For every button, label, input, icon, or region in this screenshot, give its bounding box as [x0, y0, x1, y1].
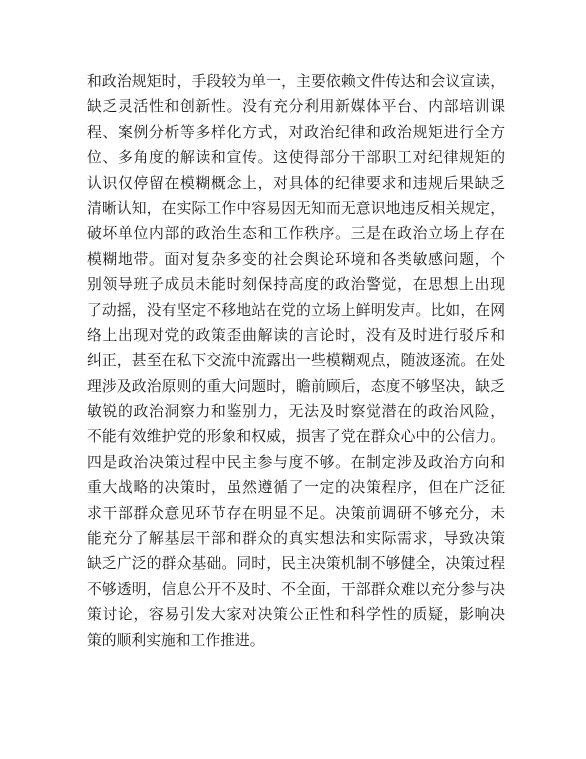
text-line: 程、案例分析等多样化方式，对政治纪律和政治规矩进行全方 — [87, 123, 505, 141]
text-line: 能充分了解基层干部和群众的真实想法和实际需求，导致决策 — [87, 530, 505, 548]
text-line: 位、多角度的解读和宣传。这使得部分干部职工对纪律规矩的 — [87, 149, 505, 167]
text-line: 策讨论，容易引发大家对决策公正性和科学性的质疑，影响决 — [87, 606, 505, 624]
body-paragraph — [87, 69, 505, 653]
text-line: 破坏单位内部的政治生态和工作秩序。三是在政治立场上存在 — [87, 225, 505, 243]
text-line: 四是政治决策过程中民主参与度不够。在制定涉及政治方向和 — [87, 453, 505, 471]
text-line: 理涉及政治原则的重大问题时，瞻前顾后，态度不够坚决，缺乏 — [87, 377, 505, 395]
text-line: 纠正，甚至在私下交流中流露出一些模糊观点，随波逐流。在处 — [87, 352, 505, 370]
text-line: 认识仅停留在模糊概念上，对具体的纪律要求和违规后果缺乏 — [87, 174, 505, 192]
text-line: 模糊地带。面对复杂多变的社会舆论环境和各类敏感问题，个 — [87, 250, 505, 268]
text-line: 不能有效维护党的形象和权威，损害了党在群众心中的公信力。 — [87, 428, 505, 446]
text-line: 缺乏灵活性和创新性。没有充分利用新媒体平台、内部培训课 — [87, 98, 505, 116]
text-line: 别领导班子成员未能时刻保持高度的政治警觉，在思想上出现 — [87, 276, 505, 294]
text-line: 和政治规矩时，手段较为单一，主要依赖文件传达和会议宣读， — [87, 73, 505, 90]
text-line: 缺乏广泛的群众基础。同时，民主决策机制不够健全，决策过程 — [87, 555, 505, 573]
text-line: 不够透明，信息公开不及时、不全面，干部群众难以充分参与决 — [87, 580, 505, 598]
text-line: 策的顺利实施和工作推进。 — [87, 631, 265, 649]
text-line: 敏锐的政治洞察力和鉴别力，无法及时察觉潜在的政治风险， — [87, 403, 505, 421]
text-line: 了动摇，没有坚定不移地站在党的立场上鲜明发声。比如，在网 — [87, 301, 505, 319]
text-line: 求干部群众意见环节存在明显不足。决策前调研不够充分，未 — [87, 504, 505, 522]
text-line: 络上出现对党的政策歪曲解读的言论时，没有及时进行驳斥和 — [87, 326, 505, 344]
text-line: 清晰认知，在实际工作中容易因无知而无意识地违反相关规定， — [87, 199, 505, 217]
text-line: 重大战略的决策时，虽然遵循了一定的决策程序，但在广泛征 — [87, 479, 505, 497]
